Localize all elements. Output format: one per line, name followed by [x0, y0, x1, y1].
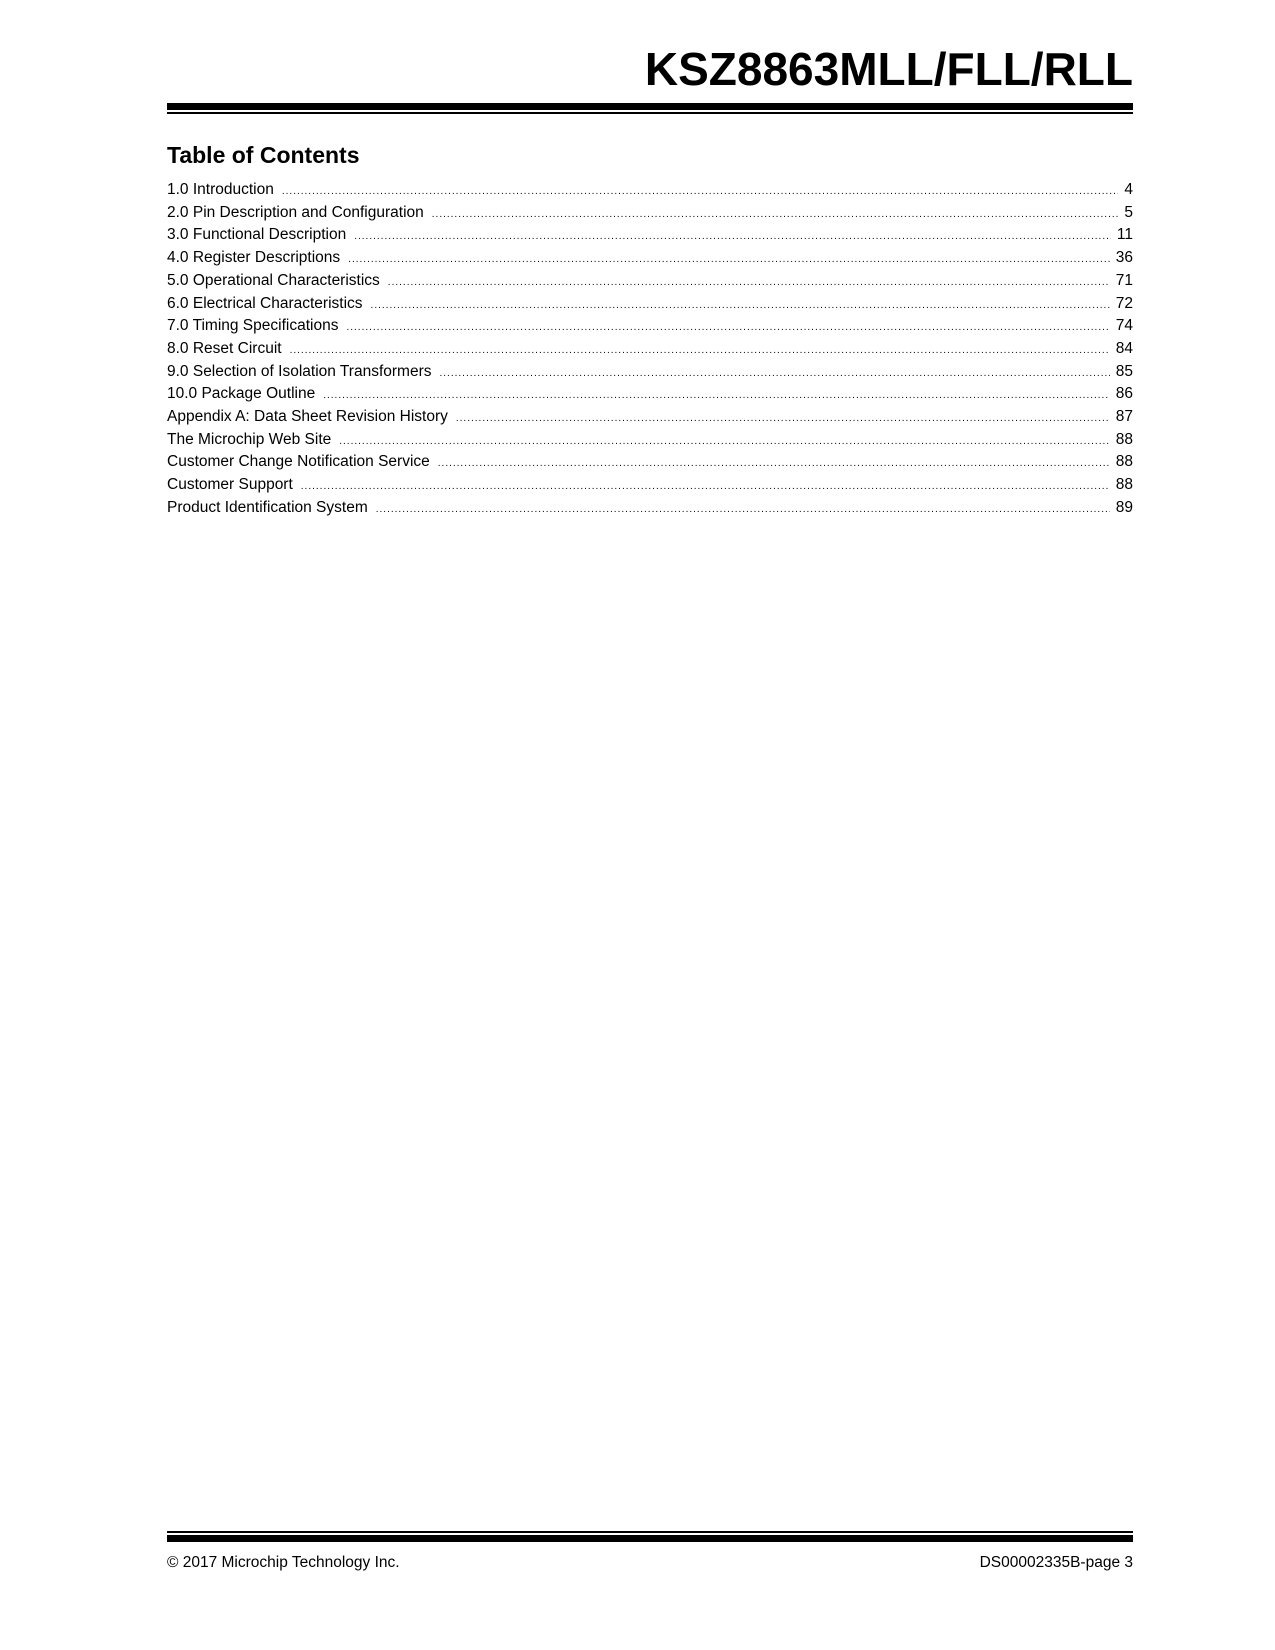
toc-entry-product-identification[interactable]	[167, 498, 1133, 521]
toc-dot-leader	[371, 296, 1110, 317]
page-footer	[167, 1553, 1133, 1573]
toc-entry-timing-specifications[interactable]	[167, 316, 1133, 339]
toc-dot-leader	[432, 205, 1119, 226]
toc-entry-label: 5.0 Operational Characteristics	[167, 271, 380, 289]
toc-entry-isolation-transformers[interactable]	[167, 362, 1133, 385]
toc-entry-page: 71	[1115, 271, 1133, 289]
toc-entry-pin-description[interactable]	[167, 203, 1133, 226]
toc-entry-page: 5	[1124, 203, 1133, 221]
toc-entry-reset-circuit[interactable]	[167, 339, 1133, 362]
toc-dot-leader	[440, 364, 1110, 385]
toc-entry-electrical-characteristics[interactable]	[167, 294, 1133, 317]
toc-entry-page: 87	[1115, 408, 1133, 426]
toc-entry-label: Customer Support	[167, 476, 293, 494]
toc-dot-leader	[388, 273, 1110, 294]
toc-dot-leader	[339, 432, 1110, 453]
toc-entry-register-descriptions[interactable]	[167, 248, 1133, 271]
toc-entry-label: 10.0 Package Outline	[167, 385, 316, 403]
toc-dot-leader	[354, 227, 1111, 248]
toc-dot-leader	[376, 500, 1110, 521]
toc-entry-label: 7.0 Timing Specifications	[167, 317, 339, 335]
toc-heading: Table of Contents	[167, 142, 360, 168]
toc-entry-label: 9.0 Selection of Isolation Transformers	[167, 362, 432, 380]
toc-dot-leader	[346, 318, 1109, 339]
toc-entry-microchip-web-site[interactable]	[167, 430, 1133, 453]
toc-dot-leader	[290, 341, 1110, 362]
footer-copyright: © 2017 Microchip Technology Inc.	[167, 1554, 400, 1571]
toc-dot-leader	[282, 182, 1119, 203]
toc-entry-page: 88	[1115, 430, 1133, 448]
header-rule-thin	[167, 112, 1133, 114]
toc-entry-revision-history[interactable]	[167, 407, 1133, 430]
toc-entry-label: Appendix A: Data Sheet Revision History	[167, 408, 448, 426]
toc-entry-page: 84	[1115, 339, 1133, 357]
toc-entry-page: 88	[1115, 453, 1133, 471]
toc-entry-page: 11	[1116, 226, 1133, 244]
page-header	[167, 40, 1133, 98]
toc-entry-page: 88	[1115, 476, 1133, 494]
toc-entry-functional-description[interactable]	[167, 225, 1133, 248]
toc-entry-page: 74	[1115, 317, 1133, 335]
toc-entry-label: 6.0 Electrical Characteristics	[167, 294, 363, 312]
toc-entry-label: The Microchip Web Site	[167, 430, 332, 448]
toc-entry-page: 72	[1115, 294, 1133, 312]
toc-entry-label: 4.0 Register Descriptions	[167, 249, 341, 267]
toc-dot-leader	[456, 409, 1110, 430]
toc-entry-page: 86	[1115, 385, 1133, 403]
toc-entry-operational-characteristics[interactable]	[167, 271, 1133, 294]
toc-entry-package-outline[interactable]	[167, 384, 1133, 407]
table-of-contents	[167, 140, 1133, 521]
toc-entry-page: 36	[1115, 249, 1133, 267]
footer-page-number: DS00002335B-page 3	[979, 1554, 1133, 1571]
toc-entry-label: 2.0 Pin Description and Configuration	[167, 203, 424, 221]
footer-rule-thin	[167, 1531, 1133, 1533]
footer-rule-thick	[167, 1535, 1133, 1542]
toc-entry-label: 8.0 Reset Circuit	[167, 339, 282, 357]
toc-dot-leader	[323, 386, 1110, 407]
toc-entry-customer-support[interactable]	[167, 475, 1133, 498]
toc-entry-introduction[interactable]	[167, 180, 1133, 203]
toc-entry-label: Customer Change Notification Service	[167, 453, 430, 471]
toc-entry-label: 1.0 Introduction	[167, 181, 274, 198]
toc-entry-label: 3.0 Functional Description	[167, 226, 347, 244]
toc-entry-page: 4	[1124, 181, 1133, 198]
document-title: KSZ8863MLL/FLL/RLL	[644, 43, 1133, 95]
header-rule-thick	[167, 103, 1133, 110]
toc-dot-leader	[301, 477, 1110, 498]
toc-entry-change-notification[interactable]	[167, 452, 1133, 475]
toc-entry-label: Product Identification System	[167, 498, 368, 516]
toc-dot-leader	[438, 454, 1110, 475]
toc-entry-page: 85	[1115, 362, 1133, 380]
toc-list	[167, 180, 1133, 521]
toc-dot-leader	[348, 250, 1110, 271]
toc-entry-page: 89	[1115, 498, 1133, 516]
